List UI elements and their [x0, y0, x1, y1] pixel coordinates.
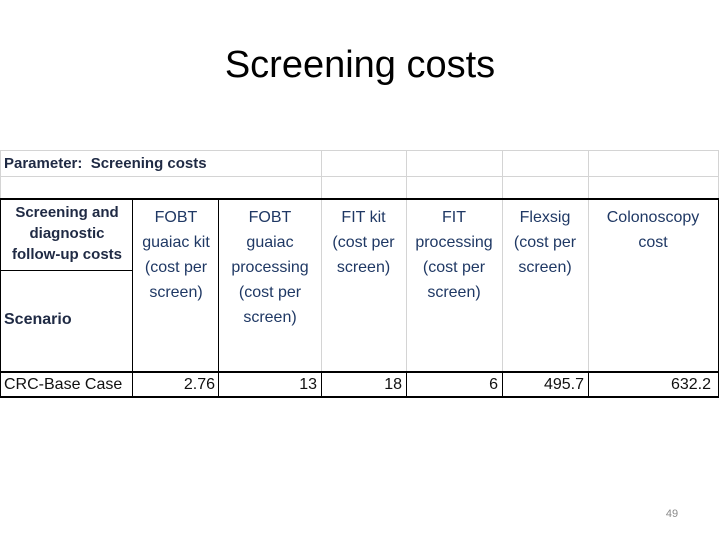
col-header-fobt-guaiac-kit: FOBT guaiac kit (cost per screen): [142, 209, 210, 301]
col-header-fit-processing: FIT processing (cost per screen): [415, 209, 493, 301]
table-border: [0, 198, 1, 398]
row-header-scenario: Scenario: [4, 311, 72, 328]
value-fobt-guaiac-processing: 13: [299, 376, 317, 393]
scenario-cell: CRC-Base Case: [4, 376, 123, 393]
table-border: [0, 198, 719, 200]
value-fobt-guaiac-kit: 2.76: [183, 376, 215, 393]
table-border: [132, 198, 133, 398]
value-fit-kit: 18: [384, 376, 402, 393]
row-header-costs: Screening and diagnostic follow-up costs: [12, 204, 122, 263]
grid-line: [588, 150, 589, 372]
table-border: [0, 396, 719, 398]
value-fit-processing: 6: [489, 376, 498, 393]
grid-line: [502, 150, 503, 372]
grid-line: [406, 150, 407, 372]
table-row: [0, 372, 719, 398]
col-header-flexsig: Flexsig (cost per screen): [513, 209, 577, 276]
grid-line: [321, 150, 322, 372]
grid-line: [0, 176, 719, 177]
col-header-colonoscopy: Colonoscopy cost: [606, 209, 700, 251]
table-border: [0, 371, 719, 373]
table-border: [218, 198, 219, 398]
slide-title: Screening costs: [224, 44, 496, 86]
grid-line: [0, 150, 719, 151]
table-border: [588, 372, 589, 398]
value-colonoscopy: 632.2: [670, 376, 711, 393]
table-border: [406, 372, 407, 398]
parameter-label: Parameter: Screening costs: [4, 155, 207, 172]
col-header-fit-kit: FIT kit (cost per screen): [332, 209, 395, 276]
screening-costs-table: [0, 150, 719, 398]
table-border: [502, 372, 503, 398]
col-header-fobt-guaiac-processing: FOBT guaiac processing (cost per screen): [231, 209, 309, 326]
value-flexsig: 495.7: [543, 376, 584, 393]
table-border: [0, 270, 132, 271]
table-border: [321, 372, 322, 398]
table-border: [718, 198, 719, 398]
page-number: 49: [665, 508, 679, 520]
